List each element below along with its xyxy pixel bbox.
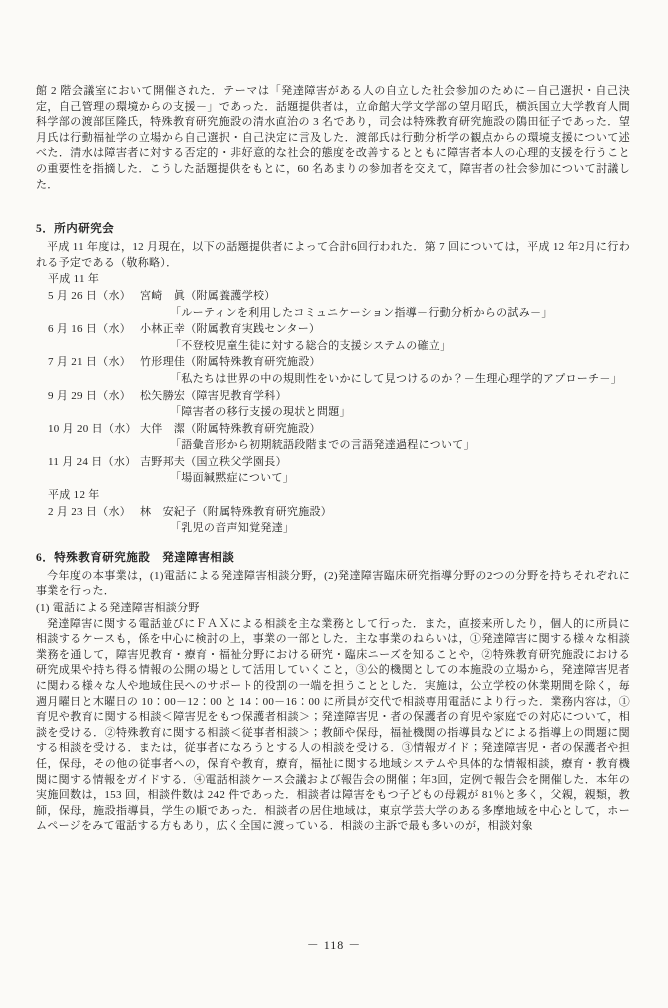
seminar-title: 「障害者の移行支援の現状と問題」 — [170, 406, 351, 419]
seminar-speaker: 大伴 潔（附属特殊教育研究施設） — [140, 422, 321, 435]
seminar-title: 「場面緘黙症について」 — [170, 472, 295, 485]
page-number: － 118 － — [306, 938, 362, 952]
section5-heading: 5．所内研究会 — [36, 223, 115, 236]
seminar-speaker: 宮崎 眞（附属養護学校） — [140, 289, 276, 302]
seminar-date: 5 月 26 日（水） — [48, 289, 132, 302]
year-heisei11: 平成 11 年 — [48, 273, 100, 286]
section6-sub1-heading: (1) 電話による発達障害相談分野 — [36, 602, 200, 615]
symposium-paragraph: 館 2 階会議室において開催された．テーマは「発達障害がある人の自立した社会参加のために－自己選択・自己決定，自己管理の環境からの支援－」であった．話題提供者は，立命館大学文学部の望月昭氏，横浜国立大学教育人間科学部の渡部匡隆氏，特殊教育研究施設の清水直治の 3 名であり，司会は特殊教育研究施設の隝田征子であった．望月氏は行動福祉学の立場から自己選択・自己決定に言及した．渡部氏は行動分析学の観点からの環境支援について述べた．清水は障害者に対する否定的・非好意的な社会的態度を改善するとともに障害者本人の心理的支援を行うことの重要性を指摘した．こうした話題提供をもとに，60 名あまりの参加者を交えて，障害者の社会参加について討議した． — [36, 85, 630, 191]
seminar-entry — [36, 322, 630, 354]
seminar-date: 2 月 23 日（水） — [48, 505, 132, 518]
section6-heading: 6．特殊教育研究施設 発達障害相談 — [36, 551, 235, 564]
seminar-entry — [36, 355, 630, 387]
seminar-title: 「乳児の音声知覚発達」 — [170, 522, 295, 535]
section6-sub1-body: 発達障害に関する電話並びにＦＡＸによる相談を主な業務として行った．また，直接来所したり，個人的に所員に相談するケースも，係を中心に検討の上，事業の一部とした．主な事業のねらいは，①発達障害に関する様々な相談業務を通して，障害児教育・療育・福祉分野における研究・臨床ニーズを知ることや，②特殊教育研究施設における研究成果や持ち得る情報の公開の場として活用していくこと，③公的機関としての本施設の立場から，発達障害児者に関わる様々な人や地域住民へのサポート的役割の一端を担うこととした．実施は，公立学校の休業期間を除く，毎週月曜日と木曜日の 10：00－12：00 と 14：00－16：00 に所員が交代で相談専用電話により行った．業務内容は，①育児や教育に関する相談＜障害児をもつ保護者相談＞；発達障害児・者の保護者の育児や家庭での対応について，相談を受ける．②特殊教育に関する相談＜従事者相談＞；教師や保母，福祉機関の指導員などによる指導上の問題に関する相談を受ける．または，従事者になろうとする人の相談を受ける．③情報ガイド；発達障害児・者の保護者や担任，保母，その他の従事者への，保育や教育，療育，福祉に関する地域システムや具体的な情報相談，療育・教育機関に関する情報をガイドする．④電話相談ケース会議および報告会の開催；年3回，定例で報告会を開催した．本年の実施回数は，153 回，相談件数は 242 件であった．相談者は障害をもつ子どもの母親が 81％と多く，父親，親類，教師，保母，施設指導員，学生の順であった．相談者の居住地域は，東京学芸大学のある多摩地域を中心として，ホームページをみて電話する方もあり，広く全国に渡っている．相談の主訴で最も多いのが，相談対象 — [36, 617, 630, 833]
seminar-title: 「私たちは世界の中の規則性をいかにして見つけるのか？－生理心理学的アプローチ－」 — [170, 372, 622, 385]
section6-intro: 今年度の本事業は，(1)電話による発達障害相談分野，(2)発達障害臨床研究指導分野の2つの分野を持ちそれぞれに事業を行った． — [36, 569, 630, 598]
seminar-date: 7 月 21 日（水） — [48, 356, 132, 369]
seminar-entry — [36, 422, 630, 454]
year-heisei12: 平成 12 年 — [48, 489, 100, 502]
seminar-speaker: 小林正幸（附属教育実践センター） — [140, 323, 321, 336]
seminar-entry — [36, 505, 630, 537]
seminar-speaker: 吉野邦夫（国立秩父学園長） — [140, 455, 287, 468]
seminar-entry — [36, 455, 630, 487]
seminar-speaker: 松矢勝宏（障害児教育学科） — [140, 389, 287, 402]
seminar-date: 9 月 29 日（水） — [48, 389, 132, 402]
seminar-title: 「不登校児童生徒に対する総合的支援システムの確立」 — [170, 339, 452, 352]
seminar-title: 「ルーティンを利用したコミュニケーション指導－行動分析からの試み－」 — [170, 306, 553, 319]
seminar-entry — [36, 289, 630, 321]
seminar-date: 10 月 20 日（水） — [48, 422, 137, 435]
seminar-speaker: 林 安紀子（附属特殊教育研究施設） — [140, 505, 333, 518]
seminar-entry — [36, 389, 630, 421]
section5-intro: 平成 11 年度は，12 月現在，以下の話題提供者によって合計6回行われた．第 7 回については，平成 12 年2月に行われる予定である（敬称略）． — [36, 241, 630, 269]
seminar-speaker: 竹形理佳（附属特殊教育研究施設） — [140, 356, 321, 369]
seminar-date: 11 月 24 日（水） — [48, 455, 137, 468]
seminar-date: 6 月 16 日（水） — [48, 323, 132, 336]
seminar-title: 「語彙音形から初期統語段階までの言語発達過程について」 — [170, 439, 475, 452]
